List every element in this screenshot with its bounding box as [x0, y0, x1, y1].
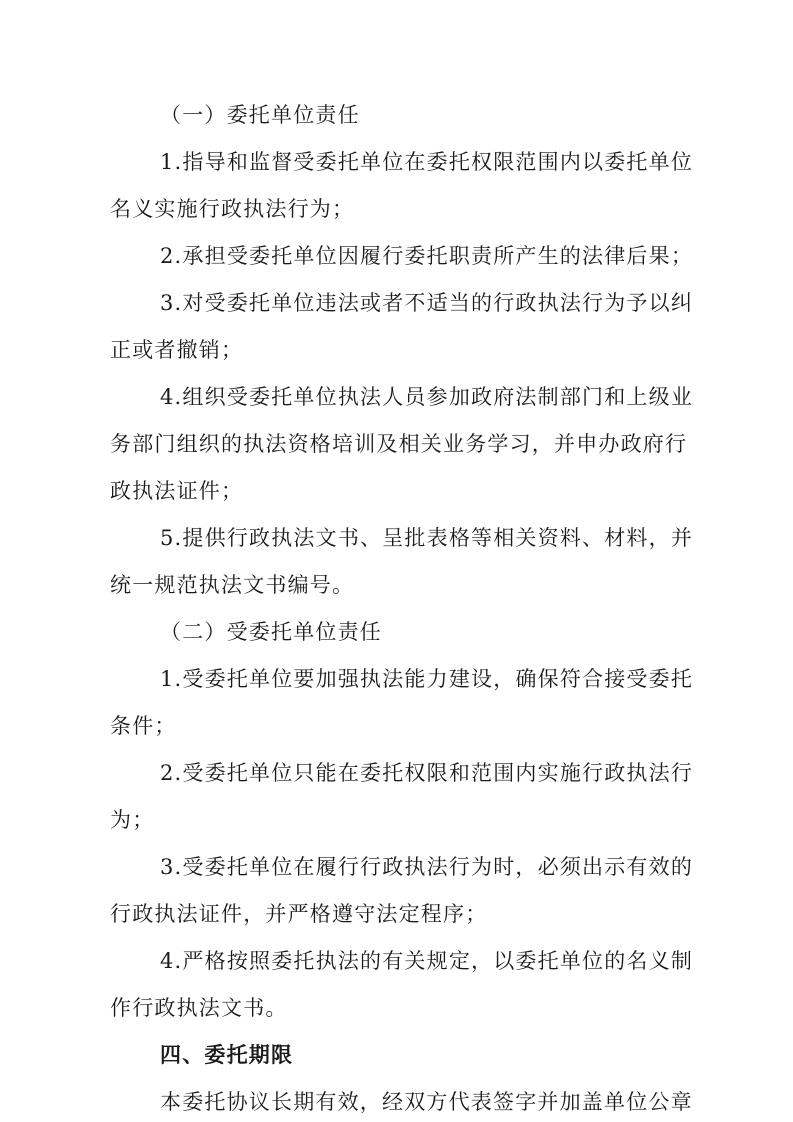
paragraph-line: 行政执法证件，并严格遵守法定程序； [110, 902, 488, 926]
paragraph-line: 3.对受委托单位违法或者不适当的行政执法行为予以纠 [160, 291, 694, 315]
paragraph-line: 条件； [110, 714, 177, 738]
paragraph-line: 统一规范执法文书编号。 [110, 573, 355, 597]
section-heading-entrusted-unit: （二）受委托单位责任 [160, 620, 382, 644]
paragraph-line: 本委托协议长期有效，经双方代表签字并加盖单位公章 [160, 1090, 693, 1114]
section-heading-delegating-unit: （一）委托单位责任 [160, 103, 360, 127]
paragraph-line: 政执法证件； [110, 479, 244, 503]
paragraph-line: 1.受委托单位要加强执法能力建设，确保符合接受委托 [160, 667, 694, 691]
paragraph-line: 3.受委托单位在履行行政执法行为时，必须出示有效的 [160, 855, 694, 879]
paragraph-line: 名义实施行政执法行为； [110, 197, 355, 221]
paragraph-line: 正或者撤销； [110, 338, 244, 362]
paragraph-line: 1.指导和监督受委托单位在委托权限范围内以委托单位 [160, 150, 694, 174]
paragraph-line: 4.组织受委托单位执法人员参加政府法制部门和上级业 [160, 385, 694, 409]
paragraph-line: 2.承担受委托单位因履行委托职责所产生的法律后果； [160, 244, 694, 268]
section-heading-term: 四、委托期限 [160, 1043, 294, 1067]
paragraph-line: 作行政执法文书。 [110, 996, 288, 1020]
paragraph-line: 4.严格按照委托执法的有关规定，以委托单位的名义制 [160, 949, 694, 973]
paragraph-line: 为； [110, 808, 155, 832]
paragraph-line: 2.受委托单位只能在委托权限和范围内实施行政执法行 [160, 761, 694, 785]
paragraph-line: 5.提供行政执法文书、呈批表格等相关资料、材料，并 [160, 526, 694, 550]
paragraph-line: 务部门组织的执法资格培训及相关业务学习，并申办政府行 [110, 432, 688, 456]
